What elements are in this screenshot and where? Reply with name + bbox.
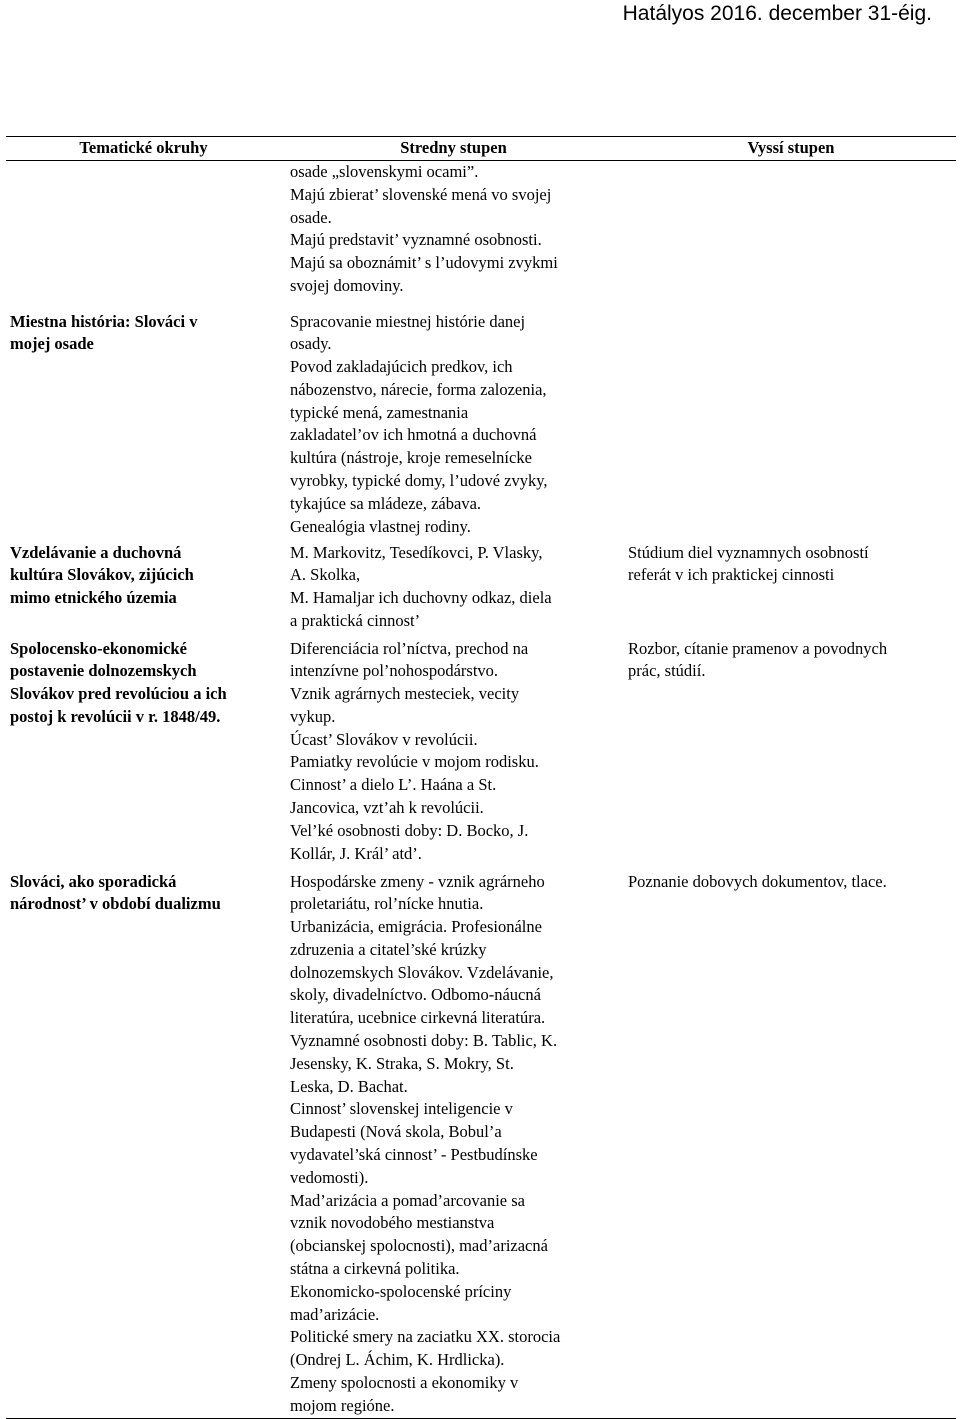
secondary-content-cell (281, 542, 626, 638)
cell-text-line: dolnozemskych Slovákov. Vzdelávanie, (290, 962, 554, 982)
cell-text-line: Budapesti (Nová skola, Bobul’a (290, 1122, 502, 1142)
cell-text-line: Poznanie dobovych dokumentov, tlace. (628, 871, 887, 891)
cell-text-line: postoj k revolúcii v r. 1848/49. (10, 706, 221, 726)
table-row (6, 638, 956, 871)
cell-text-line: typické mená, zamestnania (290, 402, 469, 422)
cell-text-line: Urbanizácia, emigrácia. Profesionálne (290, 917, 542, 937)
cell-text-line: mad’arizácie. (290, 1304, 380, 1324)
cell-text-line: vykup. (290, 706, 336, 726)
cell-text-line: Majú predstavit’ vyznamné osobnosti. (290, 230, 542, 250)
column-header-upper: Vyssí stupen (626, 137, 956, 161)
cell-text-line: M. Hamaljar ich duchovny odkaz, diela (290, 588, 552, 608)
upper-content-cell (626, 542, 956, 638)
topic-cell (6, 542, 281, 638)
upper-content-cell (626, 871, 956, 1419)
upper-content-cell (626, 638, 956, 871)
cell-text-line: M. Markovitz, Tesedíkovci, P. Vlasky, (290, 542, 543, 562)
cell-text-line: Jesensky, K. Straka, S. Mokry, St. (290, 1053, 514, 1073)
cell-text-line: Slováci, ako sporadická (10, 871, 177, 891)
topic-cell (6, 311, 281, 542)
cell-text-line: A. Skolka, (290, 565, 361, 585)
cell-text-line: Slovákov pred revolúciou a ich (10, 684, 227, 704)
cell-text-line: osade. (290, 207, 332, 227)
cell-text-line: (Ondrej L. Áchim, K. Hrdlicka). (290, 1350, 505, 1370)
topic-cell (6, 871, 281, 1419)
topic-cell (6, 638, 281, 871)
cell-text-line: Pamiatky revolúcie v mojom rodisku. (290, 752, 539, 772)
cell-text-line: Mad’arizácia a pomad’arcovanie sa (290, 1190, 525, 1210)
cell-text-line: referát v ich praktickej cinnosti (628, 565, 835, 585)
cell-text-line: literatúra, ucebnice cirkevná literatúra. (290, 1008, 546, 1028)
cell-text-line: kultúra (nástroje, kroje remeselnícke (290, 448, 532, 468)
topic-cell (6, 161, 281, 311)
cell-text-line: nábozenstvo, nárecie, forma zalozenia, (290, 379, 547, 399)
secondary-content-cell (281, 311, 626, 542)
cell-text-line: mojej osade (10, 334, 94, 354)
secondary-content-cell (281, 638, 626, 871)
cell-text-line: osade „slovenskymi ocami”. (290, 162, 479, 181)
cell-text-line: Leska, D. Bachat. (290, 1076, 408, 1096)
table-row (6, 871, 956, 1419)
cell-text-line: intenzívne pol’nohospodárstvo. (290, 661, 499, 681)
cell-text-line: Majú sa oboznámit’ s l’udovymi zvykmi (290, 253, 558, 273)
cell-text-line: Vel’ké osobnosti doby: D. Bocko, J. (290, 820, 529, 840)
table-row (6, 542, 956, 638)
cell-text-line: Jancovica, vzt’ah k revolúcii. (290, 798, 484, 818)
cell-text-line: Diferenciácia rol’níctva, prechod na (290, 638, 529, 658)
table-row (6, 161, 956, 311)
cell-text-line: Stúdium diel vyznamnych osobností (628, 542, 869, 562)
cell-text-line: tykajúce sa mládeze, zábava. (290, 493, 482, 513)
cell-text-line: prác, stúdií. (628, 661, 706, 681)
cell-text-line: Vyznamné osobnosti doby: B. Tablic, K. (290, 1031, 558, 1051)
cell-text-line: Miestna história: Slováci v (10, 311, 198, 331)
cell-text-line: Cinnost’ slovenskej inteligencie v (290, 1099, 513, 1119)
cell-text-line: Hospodárske zmeny - vznik agrárneho (290, 871, 545, 891)
table-body (6, 161, 956, 1419)
cell-text-line: Spracovanie miestnej histórie danej (290, 311, 526, 331)
cell-text-line: mimo etnického územia (10, 588, 177, 608)
cell-text-line: Cinnost’ a dielo L’. Haána a St. (290, 775, 497, 795)
cell-text-line: proletariátu, rol’nícke hnutia. (290, 894, 484, 914)
upper-content-cell (626, 161, 956, 311)
cell-text-line: národnost’ v období dualizmu (10, 894, 221, 914)
cell-text-line: Vznik agrárnych mesteciek, vecity (290, 684, 520, 704)
cell-text-line: Majú zbierat’ slovenské mená vo svojej (290, 184, 552, 204)
table-header-row (6, 137, 956, 161)
cell-text-line: osady. (290, 334, 332, 354)
cell-text-line: zakladatel’ov ich hmotná a duchovná (290, 425, 537, 445)
cell-text-line: Politické smery na zaciatku XX. storocia (290, 1327, 561, 1347)
cell-text-line: Rozbor, cítanie pramenov a povodnych (628, 638, 888, 658)
cell-text-line: svojej domoviny. (290, 275, 404, 295)
cell-text-line: vyrobky, typické domy, l’udové zvyky, (290, 471, 548, 491)
cell-text-line: (obcianskej spolocnosti), mad’arizacná (290, 1236, 548, 1256)
cell-text-line: Kollár, J. Král’ atd’. (290, 843, 422, 863)
cell-text-line: zdruzenia a citatel’ské krúzky (290, 939, 487, 959)
cell-text-line: Spolocensko-ekonomické (10, 638, 187, 658)
cell-text-line: mojom regióne. (290, 1395, 395, 1415)
cell-text-line: skoly, divadelníctvo. Odbomo-náucná (290, 985, 541, 1005)
cell-text-line: vznik novodobého mestianstva (290, 1213, 495, 1233)
column-header-secondary: Stredny stupen (281, 137, 626, 161)
upper-content-cell (626, 311, 956, 542)
cell-text-line: Ekonomicko-spolocenské príciny (290, 1281, 512, 1301)
table-row (6, 311, 956, 542)
secondary-content-cell (281, 871, 626, 1419)
cell-text-line: Genealógia vlastnej rodiny. (290, 516, 471, 536)
cell-text-line: Povod zakladajúcich predkov, ich (290, 357, 513, 377)
cell-text-line: Zmeny spolocnosti a ekonomiky v (290, 1373, 519, 1393)
cell-text-line: Vzdelávanie a duchovná (10, 542, 182, 562)
cell-text-line: kultúra Slovákov, zijúcich (10, 565, 194, 585)
cell-text-line: postavenie dolnozemskych (10, 661, 197, 681)
curriculum-table (6, 136, 956, 1419)
cell-text-line: státna a cirkevná politika. (290, 1259, 460, 1279)
cell-text-line: vedomosti). (290, 1167, 369, 1187)
cell-text-line: a praktická cinnost’ (290, 610, 421, 630)
cell-text-line: Úcast’ Slovákov v revolúcii. (290, 729, 478, 749)
validity-note: Hatályos 2016. december 31-éig. (622, 2, 932, 25)
column-header-topics: Tematické okruhy (6, 137, 281, 161)
cell-text-line: vydavatel’ská cinnost’ - Pestbudínske (290, 1145, 538, 1165)
secondary-content-cell (281, 161, 626, 311)
